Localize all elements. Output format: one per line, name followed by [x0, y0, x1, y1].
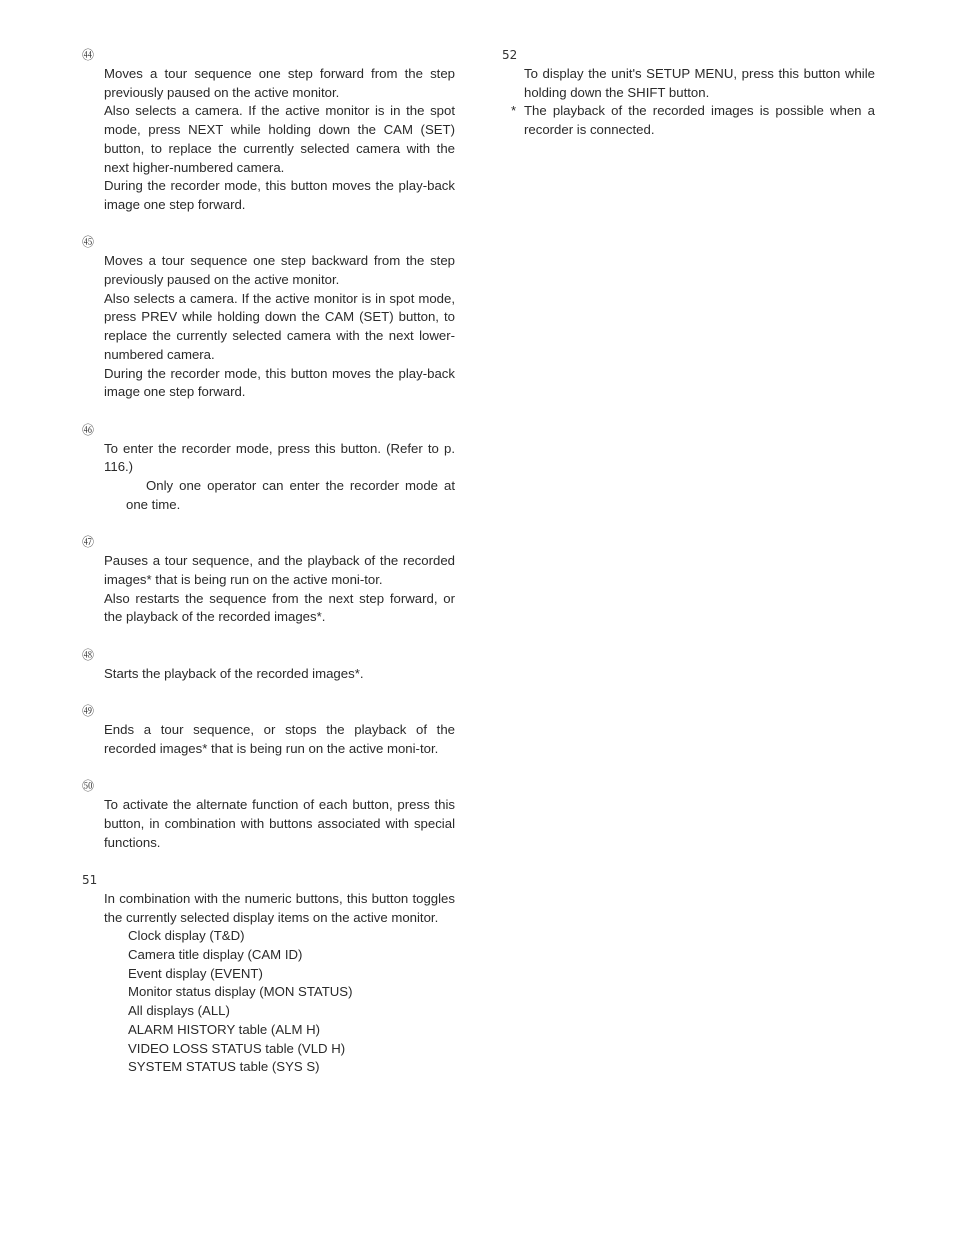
section-number: 52 — [502, 48, 518, 62]
paragraph: Also restarts the sequence from the next step forward, or the playback of the recorded images*. — [104, 590, 455, 625]
footnote-text: The playback of the recorded images is possible when a recorder is connected. — [524, 103, 875, 138]
section-49 — [82, 702, 455, 758]
section-number: ㊽ — [82, 647, 95, 662]
paragraph: To display the unit's SETUP MENU, press this button while holding down the SHIFT button. — [524, 66, 875, 100]
section-number: ㊿ — [82, 779, 95, 794]
section-52 — [502, 46, 875, 140]
asterisk-mark: * — [511, 103, 517, 119]
paragraph: Also selects a camera. If the active monitor is in spot mode, press PREV while holding down the CAM (SET) button, to replace the currently selected camera with the next lower-numbered camera. — [104, 290, 455, 362]
paragraph: To enter the recorder mode, press this button. (Refer to p. 116.) — [104, 440, 455, 475]
list-item: VIDEO LOSS STATUS table (VLD H) — [128, 1040, 346, 1056]
paragraph: Moves a tour sequence one step forward from the step previously paused on the active monitor. — [104, 66, 455, 100]
paragraph: During the recorder mode, this button moves the play-back image one step forward. — [104, 178, 455, 212]
section-number: 51 — [82, 872, 98, 887]
list-item: Monitor status display (MON STATUS) — [128, 984, 353, 1000]
section-50 — [82, 777, 455, 852]
paragraph: Moves a tour sequence one step backward from the step previously paused on the active monitor. — [104, 253, 455, 288]
note-text: Only one operator can enter the recorder mode at one time. — [126, 478, 455, 512]
section-44 — [82, 46, 455, 215]
section-46 — [82, 421, 455, 515]
paragraph: In combination with the numeric buttons, this button toggles the currently selected display items on the active monitor. — [104, 890, 455, 925]
paragraph: During the recorder mode, this button moves the play-back image one step forward. — [104, 365, 455, 400]
section-number: ㊺ — [82, 235, 95, 250]
paragraph: Also selects a camera. If the active monitor is in the spot mode, press NEXT while holding down the CAM (SET) button, to replace the currently selected camera with the next higher-numbered camera. — [104, 103, 455, 175]
list-item: Event display (EVENT) — [128, 965, 263, 981]
section-number: ㊹ — [82, 48, 95, 62]
list-item: Camera title display (CAM ID) — [128, 947, 303, 963]
section-48 — [82, 646, 455, 684]
section-51 — [82, 871, 455, 1077]
section-45 — [82, 233, 455, 402]
paragraph: Pauses a tour sequence, and the playback of the recorded images* that is being run on the active moni-tor. — [104, 553, 455, 587]
left-column — [82, 46, 455, 1077]
paragraph: Ends a tour sequence, or stops the playback of the recorded images* that is being run on the active moni-tor. — [104, 722, 455, 756]
list-item: SYSTEM STATUS table (SYS S) — [128, 1059, 320, 1075]
paragraph: To activate the alternate function of each button, press this button, in combination with buttons associated with special functions. — [104, 797, 455, 850]
list-item: ALARM HISTORY table (ALM H) — [128, 1021, 321, 1037]
section-number: ㊻ — [82, 422, 95, 437]
section-number: ㊾ — [82, 704, 95, 719]
section-47 — [82, 533, 455, 627]
right-column — [502, 46, 875, 140]
paragraph: Starts the playback of the recorded images*. — [104, 665, 364, 681]
section-number: ㊼ — [82, 535, 95, 550]
footnote — [511, 102, 875, 139]
list-item: All displays (ALL) — [128, 1003, 230, 1019]
display-items-list — [128, 927, 455, 1077]
list-item: Clock display (T&D) — [128, 928, 245, 944]
